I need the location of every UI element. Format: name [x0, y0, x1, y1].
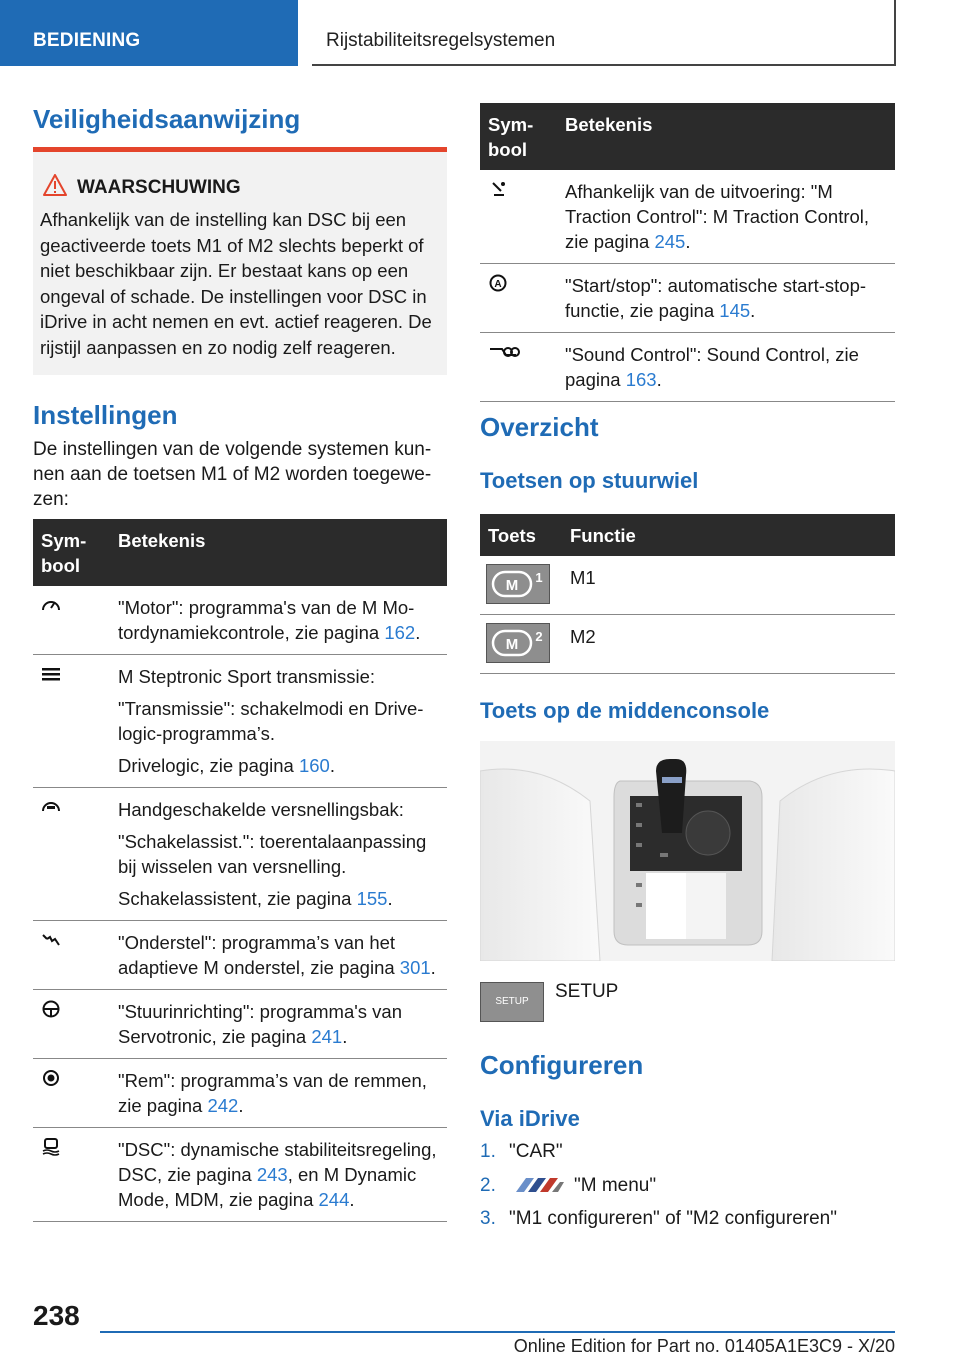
page-link[interactable]: 243 — [256, 1164, 288, 1185]
row-text: M Steptronic Sport transmissie: — [118, 666, 376, 687]
traction-icon — [480, 170, 557, 264]
table-row — [33, 788, 447, 921]
m2-key-image — [486, 623, 550, 663]
step-text: "M1 configureren" of "M2 configureren" — [509, 1208, 837, 1229]
row-text: "Stuurinrichting": programma's van Servotronic, zie pagina 241. — [118, 1001, 403, 1047]
warning-triangle-icon — [43, 174, 67, 196]
m2-badge-letter: M — [505, 636, 519, 653]
edition-note: Online Edition for Part no. 01405A1E3C9 - X/20 — [513, 1336, 895, 1356]
table-row — [33, 990, 447, 1059]
m2-function: M2 — [562, 615, 895, 674]
m-menu-stripes-icon — [508, 1176, 566, 1194]
page-link[interactable]: 241 — [311, 1026, 343, 1047]
row-text: "Rem": programma’s van de remmen, zie pagina 242. — [118, 1070, 427, 1116]
suspension-icon — [33, 921, 110, 990]
row-text: Schakelassistent, zie pagina 155. — [118, 888, 393, 909]
dsc-icon — [33, 1128, 110, 1222]
transmission-icon — [33, 655, 110, 788]
row-text: Afhankelijk van de uitvoering: "M Traction Control": M Traction Control, zie pagina 245. — [557, 170, 895, 264]
m1-badge-digit: 1 — [535, 570, 543, 585]
page-link[interactable]: 145 — [719, 300, 751, 321]
warning-title: WAARSCHUWING — [77, 177, 241, 198]
settings-intro: De instellingen van de volgende systemen kunnen aan de toetsen M1 of M2 worden toegewezen: — [33, 439, 432, 510]
step-text: "CAR" — [509, 1141, 563, 1162]
meaning-column-header: Betekenis — [110, 519, 447, 586]
page-link[interactable]: 301 — [399, 957, 431, 978]
console-key-heading: Toets op de middenconsole — [480, 698, 770, 723]
m1-function: M1 — [562, 556, 895, 615]
page-number: 238 — [33, 1300, 80, 1331]
setup-key-image: SETUP — [480, 982, 544, 1022]
wheel-keys-table — [480, 514, 895, 674]
page-link[interactable]: 163 — [625, 369, 657, 390]
page-link[interactable]: 244 — [318, 1189, 350, 1210]
table-row — [480, 264, 895, 333]
table-row — [33, 655, 447, 788]
start-stop-icon — [480, 264, 557, 333]
row-text: Drivelogic, zie pagina 160. — [118, 755, 335, 776]
chapter-label: Rijstabiliteitsregelsystemen — [326, 30, 556, 51]
row-text: "Start/stop": automatische start-stop-functie, zie pagina 145. — [557, 264, 895, 333]
chapter-header — [312, 0, 896, 66]
row-text: "Onderstel": programma’s van het adaptieve M onderstel, zie pagina 301. — [118, 932, 436, 978]
step-number: 1. — [480, 1141, 496, 1162]
settings-heading: Instellingen — [33, 400, 178, 430]
sound-icon — [480, 333, 557, 402]
table-row — [33, 586, 447, 655]
meaning-column-header: Betekenis — [557, 103, 895, 170]
function-column-header: Functie — [562, 514, 895, 556]
row-text: "Sound Control": Sound Control, zie pagina 163. — [557, 333, 895, 402]
symbol-column-header: Symbool — [480, 103, 557, 170]
page-link[interactable]: 245 — [654, 231, 686, 252]
footer-rule — [100, 1331, 895, 1356]
step-text: "M menu" — [574, 1175, 657, 1196]
m1-badge-letter: M — [505, 577, 519, 594]
svg-text:A: A — [494, 279, 502, 290]
symbol-column-header: Symbool — [33, 519, 110, 586]
step-number: 3. — [480, 1208, 496, 1229]
key-column-header: Toets — [480, 514, 562, 556]
row-text: "Motor": programma's van de M Motordynamiekcontrole, zie pagina 162. — [118, 597, 421, 643]
setup-label: SETUP — [555, 981, 619, 1002]
row-text: "DSC": dynamische stabiliteitsregeling, DSC, zie pagina 243, en M Dynamic Mode, MDM, zie pagina 244. — [118, 1139, 437, 1210]
idrive-heading: Via iDrive — [480, 1106, 580, 1131]
m1-key-image — [486, 564, 550, 604]
gauge-icon — [33, 586, 110, 655]
row-text: Handgeschakelde versnellingsbak: — [118, 799, 404, 820]
table-row — [480, 333, 895, 402]
row-text: "Transmissie": schakelmodi en Drivelogic-programma’s. — [118, 698, 424, 744]
table-row — [33, 1059, 447, 1128]
table-row — [480, 170, 895, 264]
page-link[interactable]: 160 — [298, 755, 330, 776]
center-console-photo — [480, 741, 895, 961]
steering-icon — [33, 990, 110, 1059]
table-row — [480, 556, 895, 615]
page-link[interactable]: 155 — [356, 888, 388, 909]
overview-heading: Overzicht — [480, 412, 599, 442]
extra-settings-table — [480, 103, 895, 402]
step-number: 2. — [480, 1175, 496, 1196]
wheel-keys-heading: Toetsen op stuurwiel — [480, 468, 699, 493]
safety-heading: Veiligheidsaanwijzing — [33, 104, 301, 134]
section-label: BEDIENING — [33, 30, 141, 51]
page-link[interactable]: 242 — [207, 1095, 239, 1116]
table-row — [480, 615, 895, 674]
configure-heading: Configureren — [480, 1050, 644, 1080]
section-tab — [0, 0, 298, 66]
table-row — [33, 921, 447, 990]
settings-table — [33, 519, 447, 1222]
brake-icon — [33, 1059, 110, 1128]
row-text: "Schakelassist.": toerentalaanpassing bij wisselen van versnelling. — [118, 831, 427, 877]
warning-text: Afhankelijk van de instelling kan DSC bij een geactiveerde toets M1 of M2 slechts beperkt of niet beschikbaar zijn. Er bestaat kans op een ongeval of schade. De instellingen voor DSC in iDrive in acht nemen en evt. actief reageren. De rijstijl aanpassen en zo nodig zelf reageren. — [40, 209, 432, 358]
page-link[interactable]: 162 — [384, 622, 416, 643]
shift-assist-icon — [33, 788, 110, 921]
table-row — [33, 1128, 447, 1222]
m2-badge-digit: 2 — [535, 629, 543, 644]
warning-box — [33, 147, 447, 375]
